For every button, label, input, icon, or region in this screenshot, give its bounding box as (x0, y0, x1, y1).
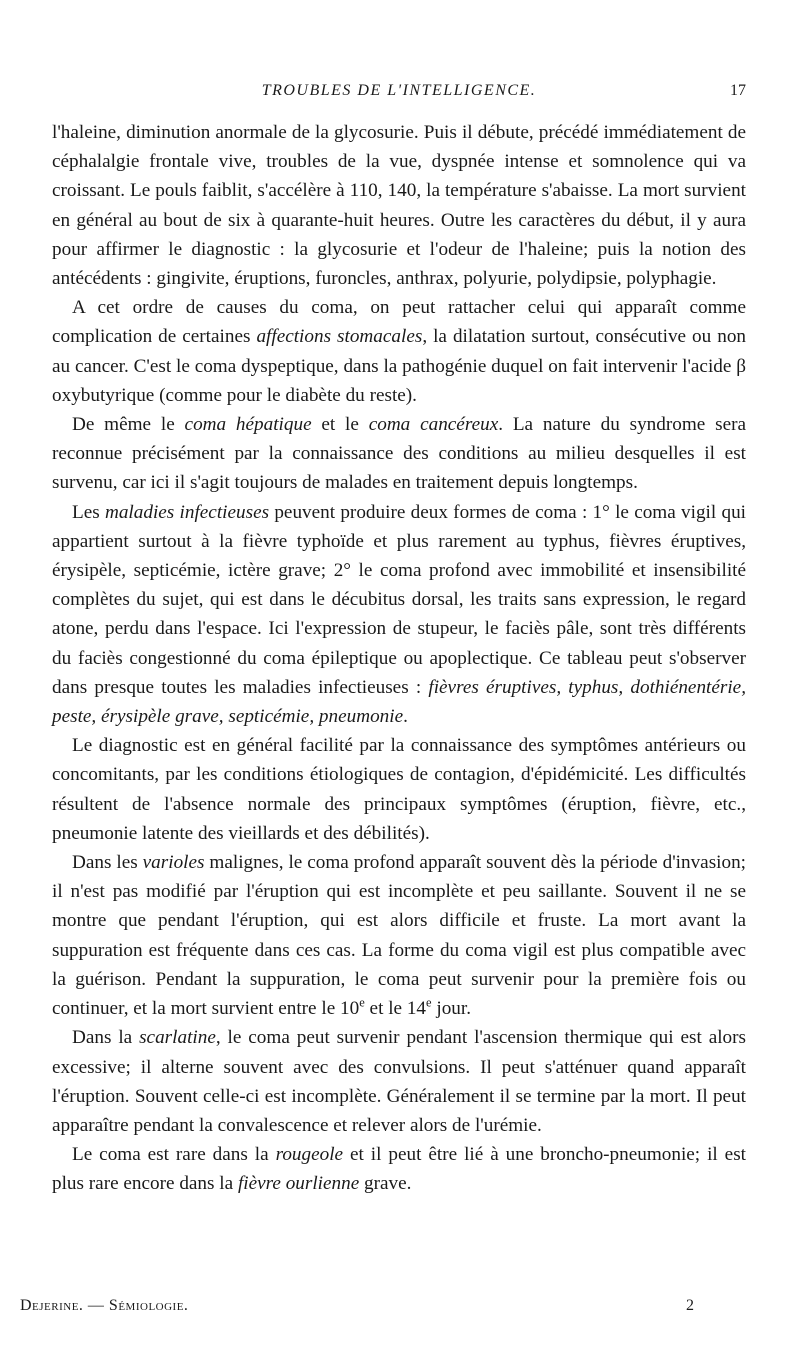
text-run: A cet ordre de causes du coma, on peut rattacher celui qui apparaît comme complication de certaines (52, 297, 746, 348)
paragraph (52, 498, 746, 732)
text-run: Le diagnostic est en général facilité par la connaissance des symptômes antérieurs ou concomitants, par les conditions étiologiques de contagion, d'épidémicité. Les difficultés résultent de l'absence normale des principaux symptômes (éruption, fièvre, etc., pneumonie latente des vieillards et des débilités). (52, 735, 746, 844)
text-run: De même le (72, 414, 185, 436)
signature-line: Dejerine. — Sémiologie. (20, 1297, 189, 1314)
body-text (52, 118, 746, 1199)
paragraph (52, 848, 746, 1023)
footer (20, 1297, 694, 1315)
paragraph (52, 293, 746, 410)
italic-run: coma hépatique (184, 414, 312, 436)
superscript-run: e (426, 995, 432, 1010)
text-run: malignes, le coma profond apparaît souvent dès la période d'invasion; il n'est pas modifié par l'éruption qui est incomplète et peu saillante. Souvent il ne se montre que pendant l'éruption, qui est alors difficile et fruste. La mort avant la suppuration est fréquente dans ces cas. La forme du coma vigil est plus compatible avec la guérison. Pendant la suppuration, le coma peut survenir pour la première fois ou continuer, et la mort survient entre le 10 (52, 852, 747, 1020)
italic-run: rougeole (275, 1144, 344, 1166)
italic-run: scarlatine (139, 1027, 216, 1049)
italic-run: fièvres éruptives, typhus, dothiénentérie, peste, érysipèle grave, septicémie, pneumonie (52, 676, 746, 728)
text-run: . La nature du syndrome sera reconnue précisément par la connaissance des conditions au milieu desquelles il est survenu, car ici il s'agit toujours de malades en traitement depuis longtemps. (52, 414, 746, 494)
text-run: et le (311, 414, 369, 436)
italic-run: affections stomacales (256, 326, 423, 348)
paragraph (52, 1140, 746, 1198)
paragraph (52, 1023, 746, 1140)
text-run: Les (72, 501, 105, 523)
text-run: et il peut être lié à une broncho-pneumonie; il est plus rare encore dans la (52, 1144, 746, 1195)
italic-run: maladies infectieuses (104, 501, 270, 523)
text-run: , la dilatation surtout, consécutive ou non au cancer. C'est le coma dyspeptique, dans la pathogénie duquel on fait intervenir l'acide β oxybutyrique (comme pour le diabète du reste). (52, 326, 747, 406)
text-run: Le coma est rare dans la (72, 1144, 276, 1166)
page-number: 17 (730, 82, 746, 99)
text-run: et le 14 (364, 998, 427, 1020)
italic-run: fièvre ourlienne (237, 1173, 360, 1195)
text-run: . (403, 706, 408, 728)
signature-mark: 2 (686, 1297, 694, 1314)
text-run: peuvent produire deux formes de coma : 1° le coma vigil qui appartient surtout à la fièvre typhoïde et plus rarement au typhus, fièvres éruptives, érysipèle, septicémie, ictère grave; 2° le coma profond avec immobilité et insensibilité complètes du sujet, qui est dans le décubitus dorsal, les traits sans expression, le regard atone, perdu dans l'espace. Ici l'expression de stupeur, le faciès pâle, sont très différents du faciès congestionné du coma épileptique ou apoplectique. Ce tableau peut s'observer dans presque toutes les maladies infectieuses : (52, 501, 746, 698)
italic-run: varioles (142, 852, 205, 874)
italic-run: coma cancéreux (368, 414, 499, 436)
text-run: Dans la (72, 1027, 140, 1049)
running-title: TROUBLES DE L'INTELLIGENCE. (261, 82, 537, 99)
paragraph (52, 118, 746, 293)
text-run: grave. (359, 1173, 412, 1195)
superscript-run: e (359, 995, 365, 1010)
paragraph (52, 731, 746, 848)
text-run: l'haleine, diminution anormale de la glycosurie. Puis il débute, précédé immédiatement de céphalalgie frontale vive, troubles de la vue, dyspnée intense et somnolence qui va croissant. Le pouls faiblit, s'accélère à 110, 140, la température s'abaisse. La mort survient en général au bout de six à quarante-huit heures. Outre les caractères du début, il y aura pour affirmer le diagnostic : la glycosurie et l'odeur de l'haleine; puis la notion des antécédents : gingivite, éruptions, furoncles, anthrax, polyurie, polydipsie, polyphagie. (52, 122, 746, 290)
running-head (52, 82, 746, 106)
text-run: , le coma peut survenir pendant l'ascension thermique qui est alors excessive; il alterne souvent avec des convulsions. Il peut s'atténuer quand apparaît l'éruption. Souvent celle-ci est incomplète. Généralement il se termine par la mort. Il peut apparaître pendant la convalescence et relever alors de l'urémie. (52, 1027, 747, 1136)
text-run: jour. (431, 998, 472, 1020)
text-run: Dans les (72, 852, 143, 874)
paragraph (52, 410, 746, 498)
